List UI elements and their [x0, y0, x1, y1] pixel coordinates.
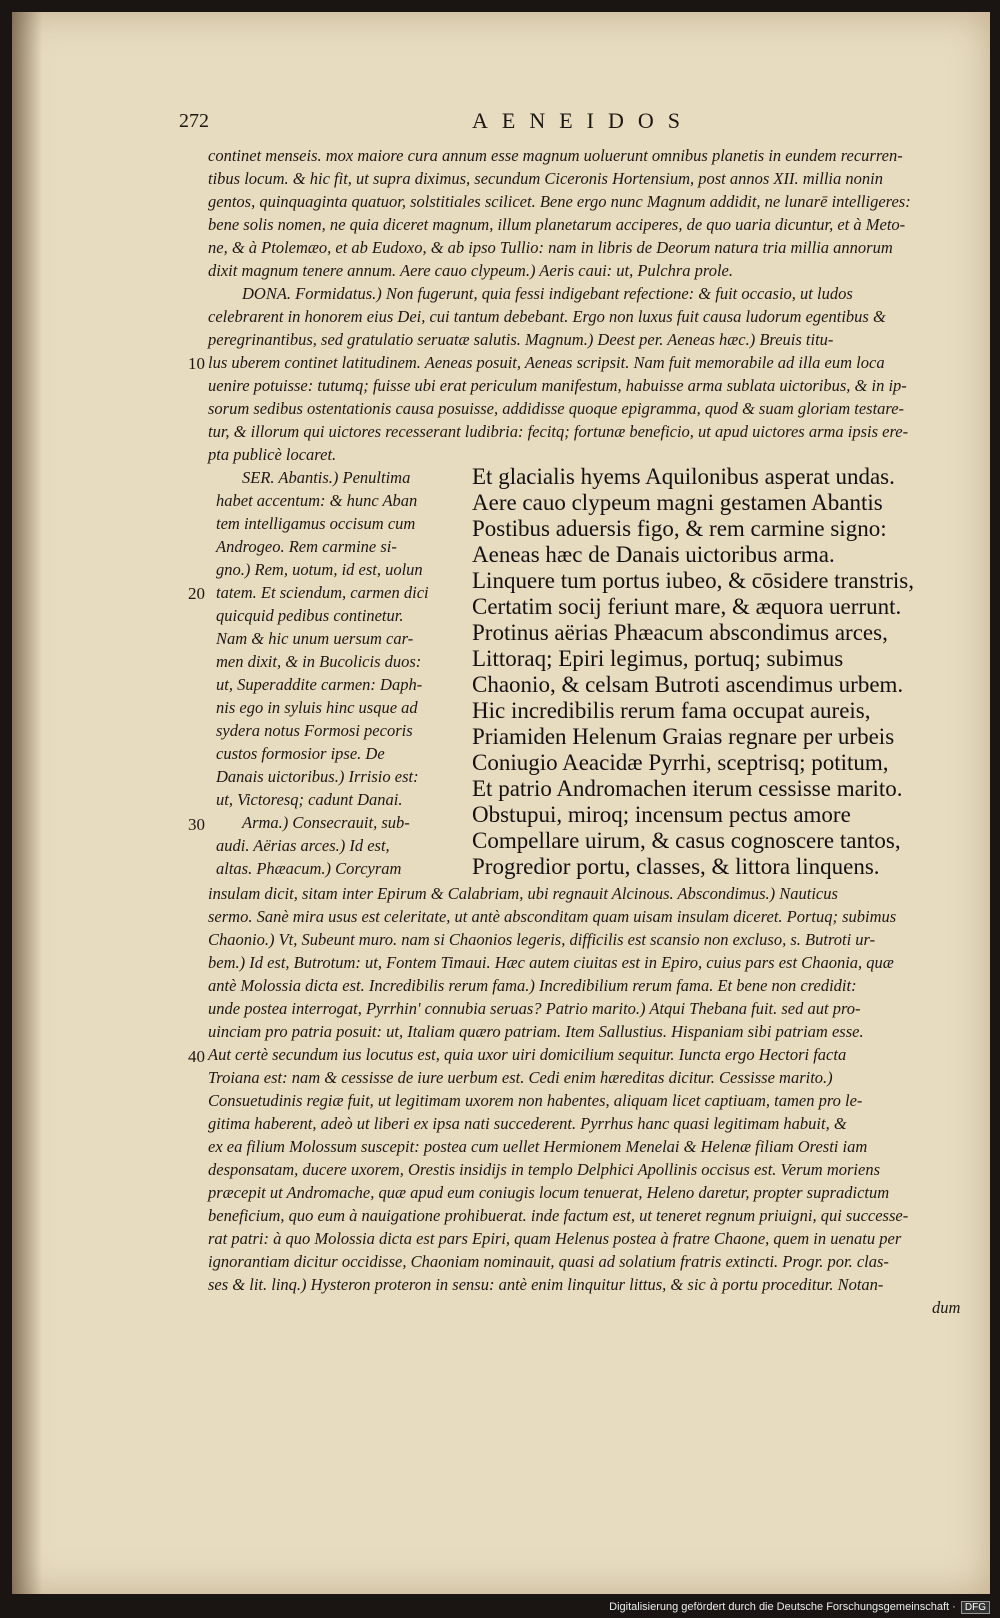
verse-line: Chaonio, & celsam Butroti ascendimus urbem. [472, 672, 904, 697]
commentary-line: Consuetudinis regiæ fuit, ut legitimam uxorem non habentes, aliquam licet captiuam, tamen pro le- [208, 1091, 863, 1110]
commentary-line: bene solis nomen, ne quia diceret magnum, illum planetarum acciperes, de quo uaria dicuntur, et à Meto- [208, 215, 906, 234]
margin-line-number: 10 [188, 354, 205, 373]
commentary-line: Aut certè secundum ius locutus est, quia uxor uiri domicilium sequitur. Iuncta ergo Hectori facta [208, 1045, 847, 1064]
commentary-line: continet menseis. mox maiore cura annum esse magnum uoluerunt omnibus planetis in eundem recurren- [208, 146, 903, 165]
footer-text: Digitalisierung gefördert durch die Deutsche Forschungsgemeinschaft · [609, 1601, 956, 1613]
commentary-line: tibus locum. & hic fit, ut supra diximus, secundum Ciceronis Hortensium, post annos XII. millia nonin [208, 169, 883, 188]
commentary-line: præcepit ut Andromache, quæ apud eum coniugis locum tenuerat, Heleno daretur, propter supradictum [208, 1183, 890, 1202]
side-commentary-line: SER. Abantis.) Penultima [242, 468, 411, 487]
verse-line: Et patrio Andromachen iterum cessisse marito. [472, 776, 903, 801]
commentary-line: unde postea interrogat, Pyrrhin' connubia seruas? Patrio marito.) Atqui Thebana fuit. sed aut pro- [208, 999, 861, 1018]
verse-line: Obstupui, miroq; incensum pectus amore [472, 802, 851, 827]
commentary-line: Chaonio.) Vt, Subeunt muro. nam si Chaonios legeris, difficilis est scansio non excluso, s. Butroti ur- [208, 930, 876, 949]
verse-line: Et glacialis hyems Aquilonibus asperat undas. [472, 464, 895, 489]
margin-line-number: 30 [188, 815, 205, 834]
commentary-line: desponsatam, ducere uxorem, Orestis insidijs in templo Delphici Apollinis occisus est. Verum moriens [208, 1160, 881, 1179]
book-page [12, 12, 990, 1594]
side-commentary-line: men dixit, & in Bucolicis duos: [216, 652, 422, 671]
verse-line: Aeneas hæc de Danais uictoribus arma. [472, 542, 835, 567]
dfg-logo: DFG [961, 1601, 990, 1614]
commentary-line: antè Molossia dicta est. Incredibilis rerum fama.) Incredibilium rerum fama. Et bene non credidit: [208, 976, 857, 995]
commentary-line: peregrinantibus, sed gratulatio seruatæ salutis. Magnum.) Deest per. Aeneas hæc.) Breuis titu- [208, 330, 834, 349]
commentary-line: bem.) Id est, Butrotum: ut, Fontem Timaui. Hæc autem ciuitas est in Epiro, cuius pars est Chaonia, quæ [208, 953, 894, 972]
side-commentary-line: gno.) Rem, uotum, id est, uolun [216, 560, 423, 579]
commentary-line: pta publicè locaret. [208, 445, 337, 464]
margin-line-number: 20 [188, 584, 205, 603]
margin-line-number: 40 [188, 1047, 205, 1066]
footer-credit [609, 1601, 990, 1614]
verse-line: Linquere tum portus iubeo, & cōsidere transtris, [472, 568, 915, 593]
side-commentary-line: audi. Aërias arces.) Id est, [216, 836, 390, 855]
verse-line: Compellare uirum, & casus cognoscere tantos, [472, 828, 901, 853]
verse-line: Progredior portu, classes, & littora linquens. [472, 854, 880, 879]
commentary-line: Troiana est: nam & cessisse de iure uerbum est. Cedi enim hæreditas dicitur. Cessisse marito.) [208, 1068, 833, 1087]
side-commentary-line: ut, Victoresq; cadunt Danai. [216, 790, 403, 809]
verse-line: Hic incredibilis rerum fama occupat aureis, [472, 698, 871, 723]
commentary-line: uinciam pro patria posuit: ut, Italiam quæro patriam. Item Sallustius. Hispaniam sibi patriam esse. [208, 1022, 864, 1041]
side-commentary-line: Arma.) Consecrauit, sub- [242, 813, 410, 832]
side-commentary-line: Nam & hic unum uersum car- [216, 629, 414, 648]
commentary-line: celebrarent in honorem eius Dei, cui tantum debebant. Ergo non luxus fuit causa ludorum egentibus & [208, 307, 886, 326]
side-commentary-line: Androgeo. Rem carmine si- [216, 537, 397, 556]
side-commentary-line: altas. Phæacum.) Corcyram [216, 859, 402, 878]
commentary-line: ex ea filium Molossum suscepit: postea cum uellet Hermionem Menelai & Helenæ filiam Oresti iam [208, 1137, 868, 1156]
running-title: AENEIDOS [472, 108, 694, 133]
verse-line: Coniugio Aeacidæ Pyrrhi, sceptrisq; potitum, [472, 750, 889, 775]
commentary-line: gentos, quinquaginta quatuor, solstitiales scilicet. Bene ergo nunc Magnum addidit, ne lunarē intelligeres: [208, 192, 911, 211]
commentary-line: gitima haberent, adeò ut liberi ex ipsa nati succederent. Pyrrhus hanc quasi legitimam habuit, & [208, 1114, 847, 1133]
side-commentary-line: nis ego in syluis hinc usque ad [216, 698, 418, 717]
commentary-line: insulam dicit, sitam inter Epirum & Calabriam, ubi regnauit Alcinous. Abscondimus.) Nauticus [208, 884, 838, 903]
verse-line: Aere cauo clypeum magni gestamen Abantis [472, 490, 883, 515]
commentary-line: ignorantiam dicitur occidisse, Chaoniam nominauit, quasi ad solatium fratris extincti. Progr. por. clas- [208, 1252, 889, 1271]
commentary-line: sermo. Sanè mira usus est celeritate, ut antè absconditam quam uisam insulam diceret. Portuq; subimus [208, 907, 897, 926]
side-commentary-line: custos formosior ipse. De [216, 744, 385, 763]
commentary-line: dixit magnum tenere annum. Aere cauo clypeum.) Aeris caui: ut, Pulchra prole. [208, 261, 733, 280]
commentary-line: uenire potuisse: tutumq; fuisse ubi erat periculum manifestum, habuisse arma sublata uictoribus, & in ip- [208, 376, 907, 395]
verse-line: Certatim socij feriunt mare, & æquora uerrunt. [472, 594, 902, 619]
commentary-line: lus uberem continet latitudinem. Aeneas posuit, Aeneas scripsit. Nam fuit memorabile ad illa eum loca [208, 353, 885, 372]
side-commentary-line: quicquid pedibus continetur. [216, 606, 404, 625]
side-commentary-line: habet accentum: & hunc Aban [216, 491, 418, 510]
commentary-line: ses & lit. linq.) Hysteron proteron in sensu: antè enim linquitur littus, & sic à portu proceditur. Notan- [208, 1275, 884, 1294]
side-commentary-line: sydera notus Formosi pecoris [216, 721, 413, 740]
catchword: dum [932, 1298, 961, 1317]
commentary-line: beneficium, quo eum à nauigatione prohibuerat. inde factum est, ut teneret regnum priuigni, qui successe- [208, 1206, 909, 1225]
side-commentary-line: Danais uictoribus.) Irrisio est: [216, 767, 419, 786]
page-number: 272 [179, 110, 209, 132]
verse-line: Littoraq; Epiri legimus, portuq; subimus [472, 646, 844, 671]
side-commentary-line: tatem. Et sciendum, carmen dici [216, 583, 429, 602]
verse-line: Postibus aduersis figo, & rem carmine signo: [472, 516, 887, 541]
commentary-line: ne, & à Ptolemæo, et ab Eudoxo, & ab ipso Tullio: nam in libris de Deorum natura tria millia annorum [208, 238, 893, 257]
commentary-line: sorum sedibus ostentationis causa posuisse, addidisse quoque epigramma, quod & suam gloriam testare- [208, 399, 905, 418]
verse-line: Protinus aërias Phæacum abscondimus arces, [472, 620, 888, 645]
commentary-line: DONA. Formidatus.) Non fugerunt, quia fessi indigebant refectione: & fuit occasio, ut ludos [242, 284, 853, 303]
commentary-line: tur, & illorum qui uictores recesserant ludibria: fecitq; fortunæ beneficio, ut apud uictores arma ipsis ere- [208, 422, 909, 441]
verse-line: Priamiden Helenum Graias regnare per urbeis [472, 724, 895, 749]
side-commentary-line: tem intelligamus occisum cum [216, 514, 416, 533]
side-commentary-line: ut, Superaddite carmen: Daph- [216, 675, 423, 694]
commentary-line: rat patri: à quo Molossia dicta est pars Epiri, quam Helenus postea à fratre Chaone, quem in uenatu per [208, 1229, 902, 1248]
